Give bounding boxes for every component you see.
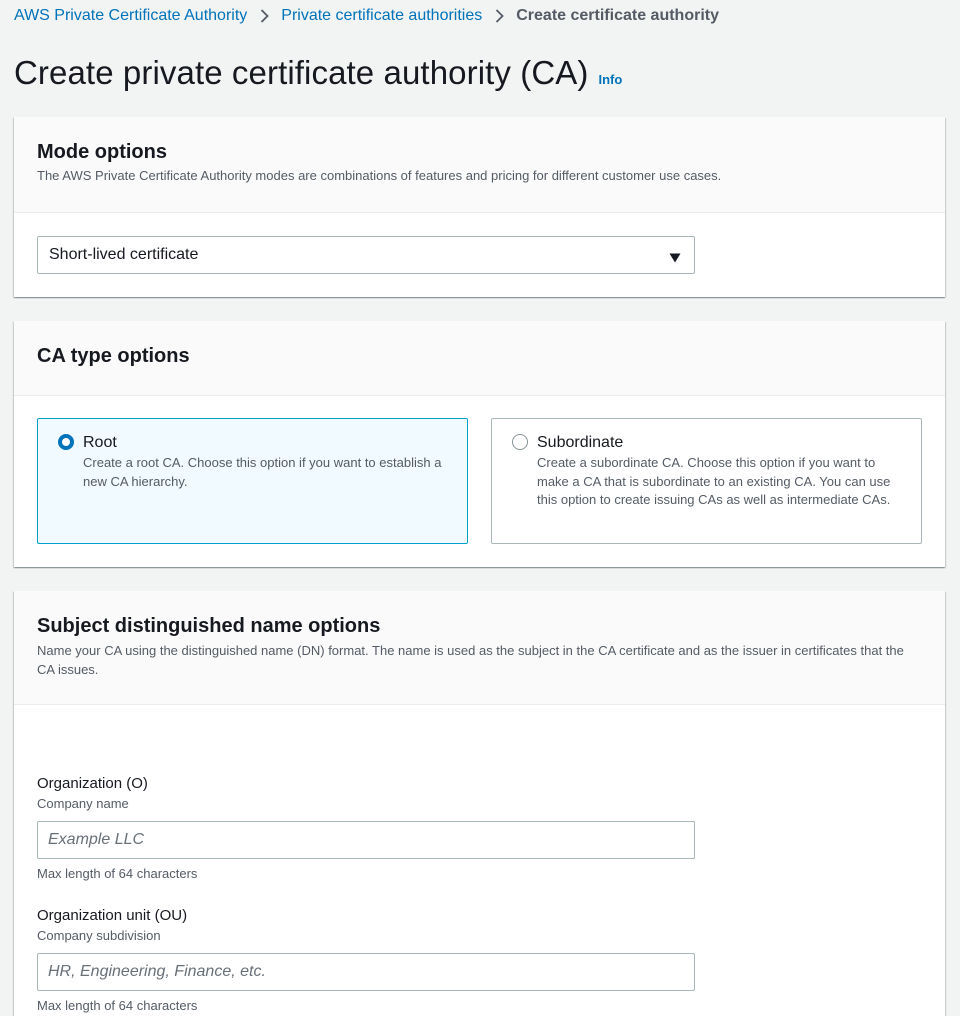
subject-dn-heading: Subject distinguished name options	[37, 615, 381, 637]
subject-dn-description: Name your CA using the distinguished name (DN) format. The name is used as the subject in the CA certificate and as the issuer in certificates that the CA issues.	[37, 643, 904, 677]
ca-type-option-description: Create a root CA. Choose this option if you want to establish a new CA hierarchy.	[83, 455, 442, 489]
mode-select-value: Short-lived certificate	[49, 246, 199, 263]
organization-unit-field	[37, 906, 695, 1014]
breadcrumb	[14, 6, 719, 26]
mode-options-panel	[14, 117, 945, 297]
info-link[interactable]: Info	[598, 72, 623, 87]
chevron-right-icon	[495, 9, 504, 23]
ca-type-option-label: Root	[83, 434, 117, 451]
ca-type-header	[14, 321, 945, 396]
ca-type-option-root[interactable]	[37, 418, 468, 544]
organization-input[interactable]	[37, 821, 695, 859]
radio-button-subordinate[interactable]	[512, 434, 528, 450]
page-title: Create private certificate authority (CA)	[14, 54, 589, 91]
chevron-right-icon	[260, 9, 269, 23]
subject-dn-panel	[14, 591, 945, 1016]
radio-button-root[interactable]	[58, 434, 74, 450]
organization-description: Company name	[37, 796, 129, 811]
ca-type-heading: CA type options	[37, 345, 190, 367]
organization-unit-description: Company subdivision	[37, 928, 161, 943]
mode-select[interactable]	[37, 236, 695, 274]
organization-unit-constraint: Max length of 64 characters	[37, 998, 198, 1013]
organization-unit-input[interactable]	[37, 953, 695, 991]
mode-options-header	[14, 117, 945, 213]
breadcrumb-link-authorities[interactable]: Private certificate authorities	[281, 7, 483, 24]
breadcrumb-link-private-ca[interactable]: AWS Private Certificate Authority	[14, 7, 248, 24]
caret-down-icon	[669, 250, 681, 268]
mode-options-heading: Mode options	[37, 141, 167, 163]
ca-type-option-label: Subordinate	[537, 434, 624, 451]
subject-dn-header	[14, 591, 945, 705]
breadcrumb-current: Create certificate authority	[516, 7, 719, 24]
organization-constraint: Max length of 64 characters	[37, 866, 198, 881]
page-header	[14, 54, 622, 92]
organization-unit-label: Organization unit (OU)	[37, 907, 188, 924]
organization-field	[37, 774, 695, 882]
ca-type-option-subordinate[interactable]	[491, 418, 922, 544]
organization-label: Organization (O)	[37, 775, 148, 792]
ca-type-panel	[14, 321, 945, 567]
ca-type-option-description: Create a subordinate CA. Choose this option if you want to make a CA that is subordinate to an existing CA. You can use this option to create issuing CAs as well as intermediate CAs.	[537, 455, 891, 507]
mode-options-description: The AWS Private Certificate Authority modes are combinations of features and pricing for different customer use cases.	[37, 168, 722, 183]
